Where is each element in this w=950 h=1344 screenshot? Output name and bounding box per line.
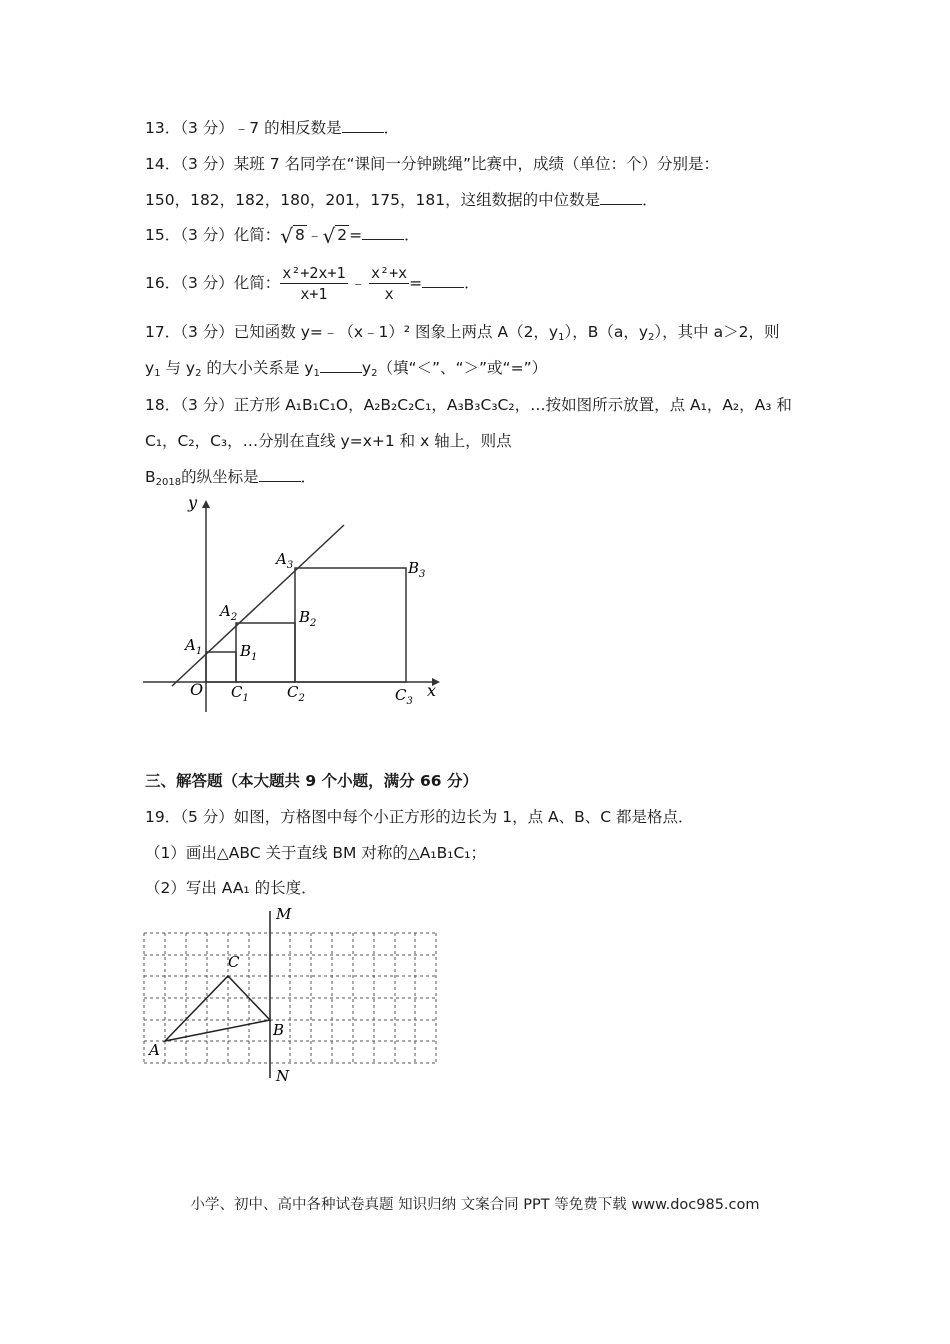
y-axis-label: y [188,493,198,512]
label-B: B [273,1021,285,1039]
label-N: N [276,1067,290,1085]
label-A1: $A_1$ [185,636,203,657]
section-3-heading: 三、解答题（本大题共 9 个小题，满分 66 分） [145,772,478,790]
question-13: 13．（3 分）﹣7 的相反数是 ． [145,119,400,137]
question-14: 14．（3 分）某班 7 名同学在“课间一分钟跳绳”比赛中，成绩（单位：个）分别是： [145,155,720,173]
label-M: M [276,905,292,923]
question-17-line2: $y_1$ 与 $y_2$ 的大小关系是 $y_1$ $y_2$（填“＜”、“＞”或“=”） [145,359,548,379]
question-19: 19．（5 分）如图，方格图中每个小正方形的边长为 1，点 A、B、C 都是格点． [145,808,694,826]
origin-label: O [190,680,204,699]
answer-blank [342,118,384,133]
sqrt-symbol: √ [322,223,336,248]
question-17: 17．（3 分）已知函数 y=﹣（x﹣1）² 图象上两点 A（2，$y_1$），B（a，$y_2$），其中 a＞2，则 [145,323,780,343]
label-B1: $B_1$ [240,642,258,663]
label-A2: $A_2$ [220,602,238,623]
question-19-part2: （2）写出 AA₁ 的长度． [145,879,317,897]
figure-18-squares-diagram [140,490,450,715]
page-footer: 小学、初中、高中各种试卷真题 知识归纳 文案合同 PPT 等免费下载 www.doc985.com [190,1197,760,1213]
question-14-line2: 150，182，182，180，201，175，181，这组数据的中位数是 ． [145,191,658,209]
label-B2: $B_2$ [299,608,317,629]
label-A: A [149,1041,160,1059]
question-16: 16．（3 分）化简： $\frac{\text{x²+2x+1}}{x+1}$ ﹣ $\frac{\text{x²+x}}{x}$ = ． [145,264,480,303]
question-18-line2: C₁，C₂，C₃，…分别在直线 y=x+1 和 x 轴上，则点 [145,432,512,450]
answer-blank [600,190,642,205]
square-1 [206,652,236,682]
label-C1: $C_1$ [231,683,249,704]
question-19-part1: （1）画出△ABC 关于直线 BM 对称的△A₁B₁C₁； [145,844,486,862]
figure-19-grid-diagram [135,905,445,1085]
sqrt-symbol: √ [280,223,294,248]
label-C2: $C_2$ [287,683,305,704]
fraction-2: $\frac{\text{x²+x}}{x}$ [371,264,408,303]
question-18: 18．（3 分）正方形 A₁B₁C₁O，A₂B₂C₂C₁，A₃B₃C₃C₂，…按如图所示放置，点 A₁，A₂，A₃ 和 [145,396,792,414]
label-A3: $A_3$ [276,550,294,571]
answer-blank [320,358,362,373]
dashed-grid [144,933,436,1063]
question-15: 15．（3 分）化简：√ 8 ﹣√ 2 = ． [145,223,420,248]
fraction-1: $\frac{\text{x²+2x+1}}{x+1}$ [282,264,346,303]
answer-blank [422,273,464,288]
answer-blank [362,225,404,240]
line-y-equals-x-plus-1 [172,525,344,686]
label-C: C [228,953,240,971]
answer-blank [259,467,301,482]
x-axis-label: x [427,681,437,700]
label-C3: $C_3$ [395,686,413,707]
label-B3: $B_3$ [408,559,426,580]
y-axis-arrow [202,500,210,508]
question-18-line3: $B_{2018}$的纵坐标是 ． [145,468,317,488]
triangle-ABC [165,976,270,1041]
